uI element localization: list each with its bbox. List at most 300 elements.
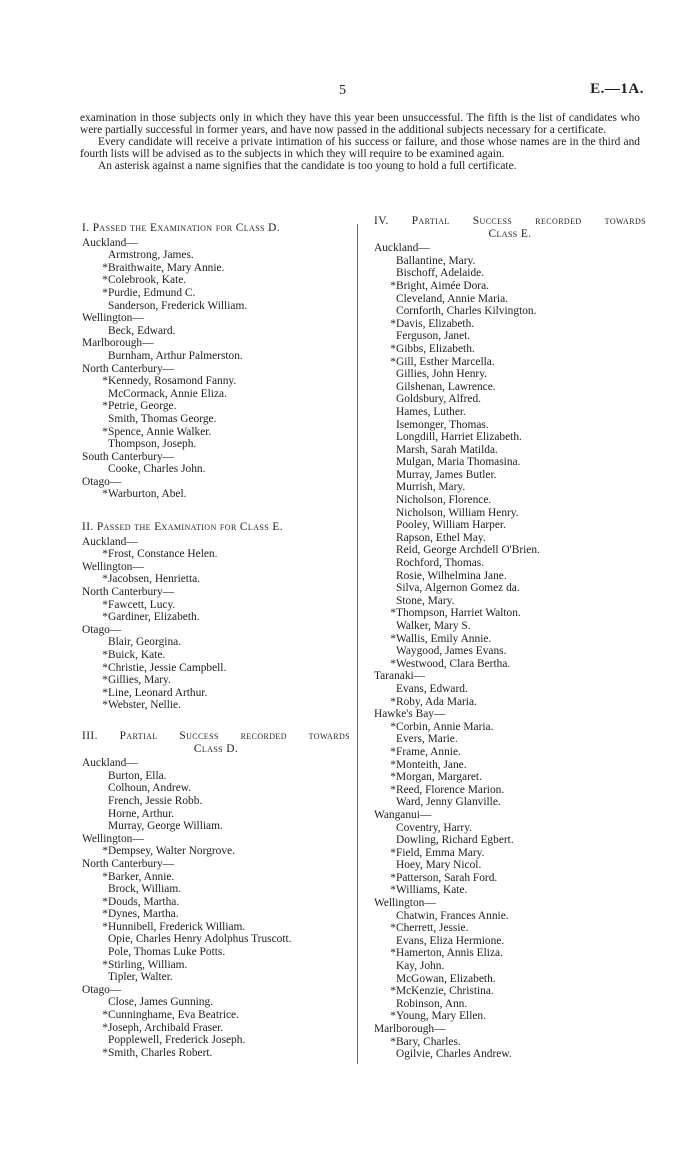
candidate-name [374,469,646,482]
candidate-name [82,908,350,921]
region-name: South Canterbury— [82,450,175,463]
candidate-name-text: Hoey, Mary Nicol. [396,859,482,872]
candidate-name [374,570,646,583]
candidate-name-text: McKenzie, Christina. [396,985,494,998]
asterisk-marker: * [390,758,396,771]
candidate-name-text: Gill, Esther Marcella. [396,355,495,368]
candidate-name-text: Rapson, Ethel May. [396,531,486,544]
candidate-name-text: Smith, Thomas George. [108,412,217,425]
candidate-name [374,922,646,935]
candidate-name-text: Robinson, Ann. [396,997,468,1010]
left-column [82,222,350,1073]
candidate-name [374,658,646,671]
candidate-name [82,674,350,687]
candidate-name [82,463,350,476]
asterisk-marker: * [102,674,108,687]
asterisk-marker: * [390,884,396,897]
region-name: North Canterbury— [82,586,175,599]
candidate-name-text: Westwood, Clara Bertha. [396,657,511,670]
region-name: Auckland— [82,535,138,548]
candidate-name [82,488,350,501]
candidate-name [374,557,646,570]
candidate-name-text: Wallis, Emily Annie. [396,632,492,645]
candidate-name [374,1036,646,1049]
candidate-name-text: Gardiner, Elizabeth. [108,611,200,624]
asterisk-marker: * [102,920,108,933]
asterisk-marker: * [390,783,396,796]
candidate-name [374,330,646,343]
candidate-name-text: Smith, Charles Robert. [108,1046,213,1059]
region-name: Otago— [82,983,122,996]
region-name: Marlborough— [82,337,154,350]
asterisk-marker: * [102,375,108,388]
candidate-name-text: Rochford, Thomas. [396,557,485,570]
candidate-name-text: Waygood, James Evans. [396,645,507,658]
candidate-name-text: Evans, Edward. [396,682,468,695]
candidate-name-text: Pole, Thomas Luke Potts. [108,946,226,959]
candidate-name [82,699,350,712]
candidate-name [374,746,646,759]
candidate-name [374,267,646,280]
candidate-name [82,782,350,795]
candidate-name [374,973,646,986]
section-title-line: IV. Partial Success recorded towards [374,215,646,227]
asterisk-marker: * [102,895,108,908]
region-block [82,561,350,586]
asterisk-marker: * [102,488,108,501]
asterisk-marker: * [102,908,108,921]
candidate-name [374,696,646,709]
candidate-name [82,249,350,262]
candidate-name-text: Barker, Annie. [108,870,175,883]
region-list [374,242,646,1061]
candidate-name-text: Bright, Aimée Dora. [396,279,490,292]
candidate-name [374,683,646,696]
asterisk-marker: * [102,699,108,712]
asterisk-marker: * [102,845,108,858]
region-block [82,337,350,362]
asterisk-marker: * [102,661,108,674]
candidate-name [374,985,646,998]
candidate-name-text: Gibbs, Elizabeth. [396,342,475,355]
candidate-name-text: Frost, Constance Helen. [108,548,218,561]
candidate-name [82,1009,350,1022]
region-name: Wellington— [374,897,436,910]
candidate-name [82,770,350,783]
page-number: 5 [339,83,346,98]
candidate-name [82,996,350,1009]
candidate-name-text: Kay, John. [396,960,445,973]
candidate-name-text: Hunnibell, Frederick William. [108,920,246,933]
candidate-name-text: Williams, Kate. [396,884,468,897]
candidate-name-text: Blair, Georgina. [108,636,182,649]
candidate-name-text: Reid, George Archdell O'Brien. [396,544,540,557]
candidate-name [374,519,646,532]
candidate-name-text: Nicholson, William Henry. [396,506,519,519]
candidate-name-text: Warburton, Abel. [108,488,187,501]
candidate-name-text: Petrie, George. [108,400,177,413]
candidate-name [82,871,350,884]
region-name: Wellington— [82,560,144,573]
candidate-name [374,595,646,608]
region-block [82,833,350,858]
asterisk-marker: * [390,720,396,733]
candidate-name-text: French, Jessie Robb. [108,794,203,807]
candidate-name-text: Hames, Luther. [396,405,466,418]
section-partial-class-e [374,215,646,1061]
candidate-name [374,859,646,872]
candidate-name-text: Dempsey, Walter Norgrove. [108,845,235,858]
asterisk-marker: * [390,632,396,645]
section-title: I. Passed the Examination for Class D. [82,222,281,234]
candidate-name [374,444,646,457]
section-partial-class-d [82,730,350,1059]
region-block [374,670,646,708]
candidate-name-text: Ferguson, Janet. [396,330,471,343]
candidate-name [82,845,350,858]
candidate-name [374,481,646,494]
region-name: Hawke's Bay— [374,708,446,721]
candidate-name-text: Opie, Charles Henry Adolphus Truscott. [108,933,292,946]
candidate-name [82,548,350,561]
asterisk-marker: * [390,985,396,998]
candidate-name [374,796,646,809]
asterisk-marker: * [390,846,396,859]
asterisk-marker: * [102,598,108,611]
candidate-name-text: Mulgan, Maria Thomasina. [396,456,521,469]
candidate-name [374,998,646,1011]
candidate-name-text: Murray, James Butler. [396,468,497,481]
candidate-name-text: Fawcett, Lucy. [108,598,176,611]
candidate-name [82,896,350,909]
section-class-d-passed [82,222,350,501]
region-list [82,757,350,1059]
candidate-name-text: Jacobsen, Henrietta. [108,573,201,586]
intro-paragraph: An asterisk against a name signifies that the candidate is too young to hold a full certificate. [98,160,517,172]
candidate-name-text: Rosie, Wilhelmina Jane. [396,569,507,582]
candidate-name [82,262,350,275]
asterisk-marker: * [390,1010,396,1023]
candidate-name [374,582,646,595]
candidate-name-text: Bary, Charles. [396,1035,461,1048]
candidate-name [82,795,350,808]
region-name: North Canterbury— [82,857,175,870]
candidate-name [82,350,350,363]
candidate-name-text: Corbin, Annie Maria. [396,720,494,733]
region-list [82,237,350,501]
candidate-name [82,599,350,612]
candidate-name [374,318,646,331]
region-name: Auckland— [374,242,430,255]
document-reference: E.—1A. [590,81,644,97]
candidate-name [374,733,646,746]
candidate-name [374,544,646,557]
candidate-name-text: Thompson, Harriet Walton. [396,607,521,620]
candidate-name-text: Close, James Gunning. [108,996,214,1009]
candidate-name-text: Burton, Ella. [108,769,167,782]
candidate-name [374,935,646,948]
candidate-name [82,300,350,313]
candidate-name-text: Beck, Edward. [108,324,176,337]
section-class-e-passed [82,521,350,712]
candidate-name [374,456,646,469]
candidate-name-text: Horne, Arthur. [108,807,175,820]
region-block [374,809,646,897]
asterisk-marker: * [390,657,396,670]
candidate-name [374,910,646,923]
region-name: North Canterbury— [82,362,175,375]
candidate-name [82,1034,350,1047]
candidate-name-text: Colhoun, Andrew. [108,782,192,795]
candidate-name [374,1048,646,1061]
asterisk-marker: * [102,261,108,274]
candidate-name [374,293,646,306]
candidate-name [374,419,646,432]
column-divider [357,224,358,1064]
region-name: Taranaki— [374,670,426,683]
region-block [82,536,350,561]
candidate-name-text: Longdill, Harriet Elizabeth. [396,431,522,444]
candidate-name-text: Hamerton, Annis Eliza. [396,947,503,960]
region-block [82,237,350,313]
region-block [82,984,350,1060]
candidate-name-text: Ogilvie, Charles Andrew. [396,1048,512,1061]
candidate-name-text: Davis, Elizabeth. [396,317,475,330]
asterisk-marker: * [102,425,108,438]
asterisk-marker: * [390,317,396,330]
intro-paragraph: Every candidate will receive a private intimation of his success or failure, and those whose names are in the third and fourth lists will be advised as to the subjects in which they will require to be examined again. [80,136,640,160]
section-title-line: III. Partial Success recorded towards [82,729,350,742]
candidate-name-text: Stone, Mary. [396,594,455,607]
candidate-name-text: Armstrong, James. [108,249,194,262]
candidate-name [374,784,646,797]
candidate-name-text: Brock, William. [108,883,182,896]
candidate-name-text: Spence, Annie Walker. [108,425,212,438]
asterisk-marker: * [102,573,108,586]
asterisk-marker: * [102,649,108,661]
asterisk-marker: * [102,611,108,624]
candidate-name [82,573,350,586]
candidate-name-text: Kennedy, Rosamond Fanny. [108,375,237,388]
candidate-name [82,375,350,388]
candidate-name-text: Buick, Kate. [108,649,166,661]
candidate-name [82,388,350,401]
region-block [82,451,350,476]
asterisk-marker: * [102,1021,108,1034]
candidate-name [82,413,350,426]
candidate-name [374,721,646,734]
candidate-name [374,620,646,633]
candidate-name [374,960,646,973]
candidate-name-text: Ballantine, Mary. [396,254,476,267]
section-title-line: Class D. [193,742,239,755]
candidate-name-text: McGowan, Elizabeth. [396,972,496,985]
asterisk-marker: * [390,771,396,784]
region-name: Marlborough— [374,1023,446,1035]
region-block [82,757,350,833]
candidate-name [374,356,646,369]
candidate-name [82,1022,350,1035]
region-block [82,476,350,501]
candidate-name [374,255,646,268]
candidate-name [82,636,350,649]
candidate-name [374,507,646,520]
candidate-name-text: Murray, George William. [108,820,223,833]
asterisk-marker: * [102,1046,108,1059]
asterisk-marker: * [102,286,108,299]
candidate-name-text: McCormack, Annie Eliza. [108,387,227,400]
candidate-name [82,438,350,451]
asterisk-marker: * [390,922,396,935]
region-list [82,536,350,712]
candidate-name [374,368,646,381]
candidate-name-text: Goldsbury, Alfred. [396,393,481,406]
asterisk-marker: * [390,342,396,355]
candidate-name-text: Coventry, Harry. [396,821,473,834]
candidate-name [82,426,350,439]
candidate-name [82,946,350,959]
candidate-name [374,947,646,960]
candidate-name-text: Cunninghame, Eva Beatrice. [108,1009,239,1022]
candidate-name [374,532,646,545]
region-name: Wellington— [82,312,144,325]
candidate-name [82,933,350,946]
candidate-name-text: Roby, Ada Maria. [396,695,477,708]
candidate-name-text: Cooke, Charles John. [108,463,206,476]
candidate-name [374,834,646,847]
candidate-name-text: Gillies, Mary. [108,674,171,687]
candidate-name-text: Webster, Nellie. [108,699,181,712]
candidate-name [82,287,350,300]
candidate-name-text: Colebrook, Kate. [108,274,187,287]
candidate-name-text: Tipler, Walter. [108,971,173,984]
section-title [374,215,646,240]
candidate-name-text: Douds, Martha. [108,895,180,908]
candidate-name [82,611,350,624]
candidate-name [82,959,350,972]
candidate-name [82,274,350,287]
candidate-name [374,1010,646,1023]
candidate-name [374,406,646,419]
candidate-name-text: Popplewell, Frederick Joseph. [108,1034,246,1047]
candidate-name-text: Chatwin, Frances Annie. [396,909,509,922]
region-block [82,586,350,624]
candidate-name-text: Thompson, Joseph. [108,438,197,451]
candidate-name [374,305,646,318]
asterisk-marker: * [390,1035,396,1048]
candidate-name-text: Marsh, Sarah Matilda. [396,443,498,456]
candidate-name-text: Silva, Algernon Gomez da. [396,582,520,595]
region-block [82,624,350,712]
candidate-name [82,649,350,662]
region-name: Otago— [82,623,122,636]
candidate-name [82,400,350,413]
asterisk-marker: * [390,279,396,292]
region-name: Otago— [82,475,122,488]
candidate-name-text: Pooley, William Harper. [396,519,506,532]
candidate-name-text: Cornforth, Charles Kilvington. [396,305,537,318]
asterisk-marker: * [102,548,108,561]
candidate-name [374,759,646,772]
candidate-name [374,872,646,885]
candidate-name-text: Gillies, John Henry. [396,368,488,381]
intro-paragraph: examination in those subjects only in which they have this year been unsuccessful. The fifth is the list of candidates who were partially successful in former years, and have now passed in the additional subjects necessary for a certificate. [80,112,640,136]
candidate-name-text: Isemonger, Thomas. [396,418,489,431]
candidate-name [374,847,646,860]
candidate-name [374,393,646,406]
asterisk-marker: * [102,958,108,971]
candidate-name-text: Gilshenan, Lawrence. [396,380,496,393]
candidate-name [82,325,350,338]
asterisk-marker: * [390,745,396,758]
candidate-name [374,607,646,620]
candidate-name-text: Stirling, William. [108,958,188,971]
region-name: Auckland— [82,236,138,249]
candidate-name [374,381,646,394]
candidate-name-text: Sanderson, Frederick William. [108,299,248,312]
candidate-name [82,1047,350,1060]
candidate-name [82,921,350,934]
candidate-name-text: Dynes, Martha. [108,908,179,921]
candidate-name [82,971,350,984]
candidate-name [374,822,646,835]
region-name: Auckland— [82,757,138,770]
region-block [82,858,350,984]
asterisk-marker: * [390,871,396,884]
candidate-name-text: Walker, Mary S. [396,620,471,632]
asterisk-marker: * [102,686,108,699]
region-block [374,242,646,670]
candidate-name-text: Braithwaite, Mary Annie. [108,261,225,274]
candidate-name-text: Joseph, Archibald Fraser. [108,1021,224,1034]
asterisk-marker: * [102,274,108,287]
region-block [374,708,646,809]
asterisk-marker: * [390,355,396,368]
intro-text [80,112,640,172]
region-block [82,363,350,451]
candidate-name [82,808,350,821]
candidate-name [374,884,646,897]
region-block [82,312,350,337]
candidate-name-text: Frame, Annie. [396,745,461,758]
candidate-name-text: Cherrett, Jessie. [396,922,469,935]
candidate-name [82,820,350,833]
candidate-name-text: Bischoff, Adelaide. [396,267,485,280]
region-block [374,897,646,1023]
candidate-name-text: Ward, Jenny Glanville. [396,796,501,809]
candidate-name [374,494,646,507]
candidate-name [374,771,646,784]
section-title: II. Passed the Examination for Class E. [82,521,283,534]
asterisk-marker: * [390,695,396,708]
candidate-name [374,633,646,646]
region-name: Wellington— [82,832,144,845]
candidate-name-text: Murrish, Mary. [396,481,466,494]
candidate-name-text: Cleveland, Annie Maria. [396,292,508,305]
asterisk-marker: * [102,400,108,413]
candidate-name-text: Dowling, Richard Egbert. [396,834,514,847]
section-title [82,730,350,755]
region-block [374,1023,646,1061]
candidate-name-text: Nicholson, Florence. [396,494,492,507]
candidate-name [82,883,350,896]
candidate-name-text: Purdie, Edmund C. [108,286,196,299]
candidate-name-text: Patterson, Sarah Ford. [396,871,498,884]
candidate-name-text: Evans, Eliza Hermione. [396,934,505,947]
candidate-name-text: Morgan, Margaret. [396,771,482,784]
asterisk-marker: * [390,607,396,620]
asterisk-marker: * [102,1009,108,1022]
